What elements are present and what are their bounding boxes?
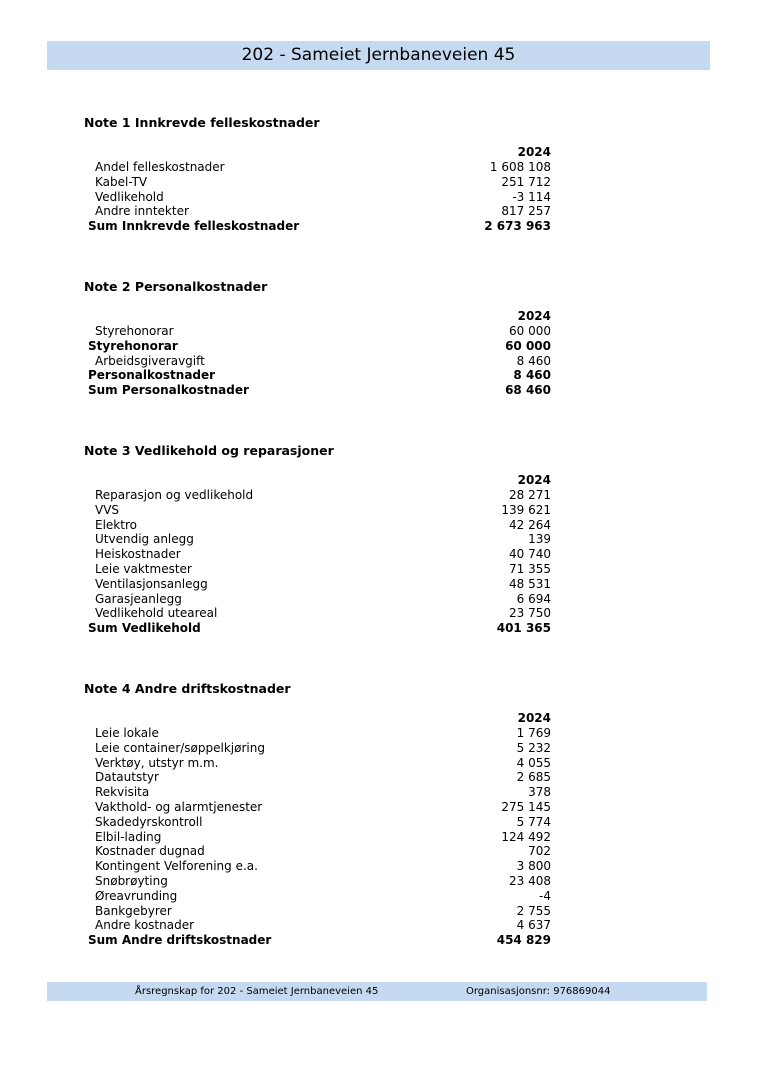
line-item-row	[84, 830, 554, 845]
row-value: 251 712	[501, 174, 551, 189]
row-value: 5 232	[516, 740, 551, 755]
line-item-row	[84, 488, 554, 503]
row-value: 1 769	[516, 726, 551, 740]
note-title: Note 4 Andre driftskostnader	[84, 681, 291, 696]
row-label: VVS	[95, 502, 120, 517]
row-label: Vedlikehold	[95, 189, 164, 204]
row-label: Elbil-lading	[95, 829, 162, 844]
row-value: 5 774	[516, 814, 551, 829]
line-item-row	[84, 175, 554, 190]
line-item-row	[84, 904, 554, 919]
row-value: 139 621	[501, 502, 551, 517]
line-item-row	[84, 741, 554, 756]
note-title: Note 3 Vedlikehold og reparasjoner	[84, 443, 334, 458]
line-item-row	[84, 770, 554, 785]
sum-row	[84, 383, 554, 398]
row-label: Rekvisita	[95, 785, 150, 800]
row-value: 4 055	[516, 755, 551, 770]
sum-row	[84, 621, 554, 636]
row-value: 2 685	[516, 770, 551, 785]
note-title: Note 1 Innkrevde felleskostnader	[84, 115, 320, 130]
row-value: 8 460	[513, 368, 551, 383]
row-value: 378	[528, 785, 551, 800]
year-header: 2024	[517, 711, 551, 725]
row-value: 6 694	[516, 591, 551, 606]
row-label: Kabel-TV	[95, 174, 148, 189]
note-rows	[84, 324, 554, 398]
line-item-row	[84, 518, 554, 533]
row-value: 68 460	[505, 383, 551, 398]
row-label: Bankgebyrer	[95, 903, 172, 918]
row-label: Elektro	[95, 517, 137, 532]
row-value: 8 460	[516, 353, 551, 368]
line-item-row	[84, 815, 554, 830]
row-value: -3 114	[512, 189, 551, 204]
line-item-row	[84, 547, 554, 562]
row-value: 23 750	[509, 606, 551, 621]
row-value: 817 257	[501, 204, 551, 219]
row-label: Sum Vedlikehold	[88, 621, 201, 636]
row-value: 1 608 108	[489, 160, 551, 174]
row-label: Skadedyrskontroll	[95, 814, 203, 829]
line-item-row	[84, 354, 554, 369]
row-value: 4 637	[516, 918, 551, 933]
row-label: Styrehonorar	[88, 338, 178, 353]
note-rows	[84, 160, 554, 234]
note-3-section	[84, 443, 554, 636]
footer-org-number: Organisasjonsnr: 976869044	[466, 986, 611, 997]
row-label: Øreavrunding	[95, 888, 178, 903]
line-item-row	[84, 160, 554, 175]
row-label: Andre kostnader	[95, 918, 195, 933]
row-value: 2 755	[516, 903, 551, 918]
row-label: Datautstyr	[95, 770, 159, 785]
row-label: Garasjeanlegg	[95, 591, 182, 606]
note-4-section	[84, 681, 554, 948]
sum-row	[84, 339, 554, 354]
line-item-row	[84, 785, 554, 800]
line-item-row	[84, 532, 554, 547]
row-value: 23 408	[509, 873, 551, 888]
page-title: 202 - Sameiet Jernbaneveien 45	[241, 45, 516, 65]
line-item-row	[84, 503, 554, 518]
year-header: 2024	[517, 309, 551, 323]
line-item-row	[84, 800, 554, 815]
row-value: 3 800	[516, 859, 551, 874]
sum-row	[84, 933, 554, 948]
row-value: 401 365	[496, 621, 551, 636]
line-item-row	[84, 577, 554, 592]
line-item-row	[84, 190, 554, 205]
row-label: Verktøy, utstyr m.m.	[95, 755, 219, 770]
line-item-row	[84, 918, 554, 933]
row-label: Snøbrøyting	[95, 873, 168, 888]
row-label: Kontingent Velforening e.a.	[95, 859, 258, 874]
year-header: 2024	[517, 145, 551, 159]
row-label: Utvendig anlegg	[95, 532, 194, 547]
row-value: -4	[539, 888, 551, 903]
row-value: 60 000	[505, 338, 551, 353]
line-item-row	[84, 874, 554, 889]
row-label: Kostnader dugnad	[95, 844, 205, 859]
row-label: Leie lokale	[95, 726, 159, 740]
row-label: Sum Personalkostnader	[88, 383, 249, 398]
row-value: 48 531	[509, 576, 551, 591]
line-item-row	[84, 562, 554, 577]
line-item-row	[84, 606, 554, 621]
row-label: Personalkostnader	[88, 368, 216, 383]
row-value: 454 829	[496, 933, 551, 948]
note-rows	[84, 488, 554, 636]
row-value: 28 271	[509, 488, 551, 502]
row-value: 40 740	[509, 547, 551, 562]
row-label: Heiskostnader	[95, 547, 181, 562]
line-item-row	[84, 844, 554, 859]
row-label: Vakthold- og alarmtjenester	[95, 799, 263, 814]
row-value: 139	[528, 532, 551, 547]
line-item-row	[84, 756, 554, 771]
line-item-row	[84, 324, 554, 339]
line-item-row	[84, 859, 554, 874]
row-value: 702	[528, 844, 551, 859]
row-value: 2 673 963	[484, 219, 551, 234]
row-label: Reparasjon og vedlikehold	[95, 488, 254, 502]
row-value: 71 355	[509, 561, 551, 576]
row-value: 124 492	[501, 829, 551, 844]
row-label: Arbeidsgiveravgift	[95, 353, 205, 368]
row-label: Sum Andre driftskostnader	[88, 933, 272, 948]
row-value: 60 000	[509, 324, 551, 338]
year-header: 2024	[517, 473, 551, 487]
line-item-row	[84, 592, 554, 607]
sum-row	[84, 368, 554, 383]
row-label: Andre inntekter	[95, 204, 189, 219]
row-label: Leie vaktmester	[95, 561, 192, 576]
row-value: 275 145	[501, 799, 551, 814]
footer-report-title: Årsregnskap for 202 - Sameiet Jernbaneveien 45	[135, 986, 379, 997]
row-value: 42 264	[509, 517, 551, 532]
line-item-row	[84, 889, 554, 904]
page-footer	[47, 982, 707, 1001]
note-2-section	[84, 279, 554, 398]
row-label: Vedlikehold uteareal	[95, 606, 218, 621]
line-item-row	[84, 204, 554, 219]
line-item-row	[84, 726, 554, 741]
sum-row	[84, 219, 554, 234]
note-title: Note 2 Personalkostnader	[84, 279, 268, 294]
note-rows	[84, 726, 554, 948]
row-label: Styrehonorar	[95, 324, 174, 338]
note-1-section	[84, 115, 554, 234]
row-label: Ventilasjonsanlegg	[95, 576, 208, 591]
row-label: Leie container/søppelkjøring	[95, 740, 265, 755]
page-header	[47, 41, 710, 70]
row-label: Andel felleskostnader	[95, 160, 225, 174]
row-label: Sum Innkrevde felleskostnader	[88, 219, 300, 234]
